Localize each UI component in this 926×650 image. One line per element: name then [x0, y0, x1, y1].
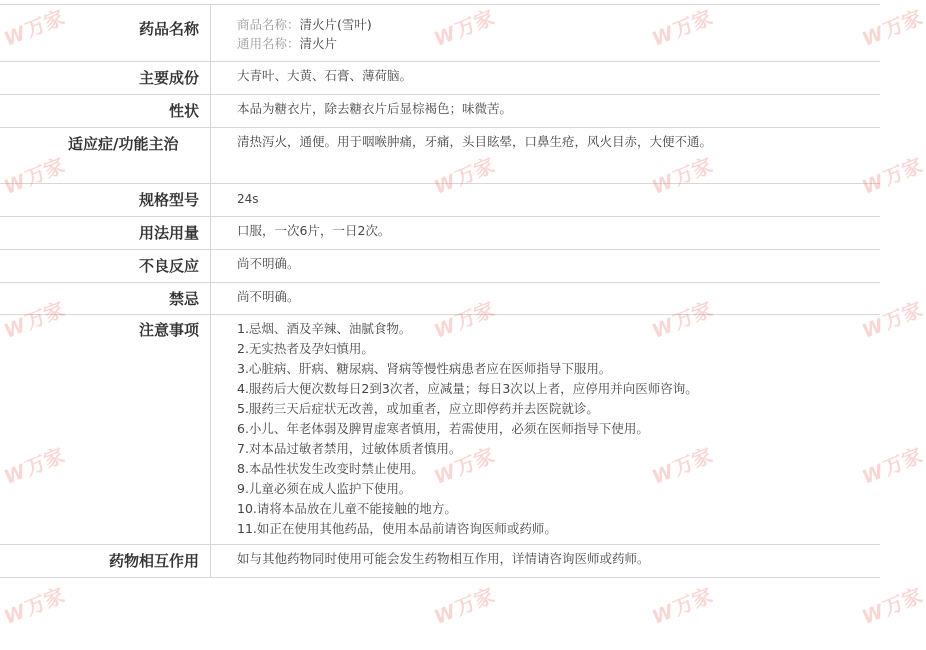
precaution-item: 7.对本品过敏者禁用，过敏体质者慎用。 — [237, 441, 462, 456]
watermark-mark: W — [1, 22, 29, 51]
watermark-mark: W — [431, 460, 459, 489]
watermark-mark: W — [649, 460, 677, 489]
watermark-logo — [0, 579, 68, 629]
label-precautions: 注意事项 — [0, 315, 211, 545]
watermark-mark: W — [431, 314, 459, 343]
value-precautions — [211, 315, 881, 545]
watermark-mark: W — [859, 170, 887, 199]
row-interactions — [0, 545, 880, 578]
generic-name-line — [237, 34, 880, 53]
watermark-mark: W — [431, 170, 459, 199]
generic-name-value: 清火片 — [299, 36, 338, 51]
watermark-text: 万家 — [451, 4, 498, 43]
watermark-mark: W — [859, 22, 887, 51]
watermark-text: 万家 — [879, 442, 926, 481]
value-ingredients: 大青叶、大黄、石膏、薄荷脑。 — [211, 62, 881, 95]
label-drug-name: 药品名称 — [0, 5, 211, 62]
watermark-mark: W — [1, 460, 29, 489]
watermark-text: 万家 — [879, 296, 926, 335]
watermark-text: 万家 — [669, 582, 716, 621]
generic-name-label: 通用名称： — [237, 36, 300, 51]
trade-name-value: 清火片(雪叶) — [299, 17, 372, 32]
watermark-text: 万家 — [21, 296, 68, 335]
watermark-text: 万家 — [879, 152, 926, 191]
watermark-text: 万家 — [451, 152, 498, 191]
value-drug-name — [211, 5, 881, 62]
label-interactions: 药物相互作用 — [0, 545, 211, 578]
value-indications: 清热泻火，通便。用于咽喉肿痛，牙痛，头目眩晕，口鼻生疮，风火目赤，大便不通。 — [211, 128, 881, 184]
precaution-item: 1.忌烟、酒及辛辣、油腻食物。 — [237, 321, 412, 336]
row-usage — [0, 217, 880, 250]
precaution-item: 11.如正在使用其他药品，使用本品前请咨询医师或药师。 — [237, 521, 557, 536]
row-contraindications — [0, 283, 880, 315]
watermark-text: 万家 — [669, 4, 716, 43]
watermark-text: 万家 — [21, 4, 68, 43]
label-spec: 规格型号 — [0, 184, 211, 217]
precaution-item: 3.心脏病、肝病、糖尿病、肾病等慢性病患者应在医师指导下服用。 — [237, 361, 612, 376]
watermark-mark: W — [859, 314, 887, 343]
watermark-mark: W — [649, 600, 677, 629]
label-indications: 适应症/功能主治 — [0, 128, 211, 184]
watermark-text: 万家 — [669, 296, 716, 335]
label-appearance: 性状 — [0, 95, 211, 128]
watermark-mark: W — [859, 460, 887, 489]
row-precautions — [0, 315, 880, 545]
watermark-mark: W — [649, 170, 677, 199]
row-name — [0, 5, 880, 62]
label-adverse: 不良反应 — [0, 250, 211, 283]
value-contraindications: 尚不明确。 — [211, 283, 881, 315]
watermark-mark: W — [1, 170, 29, 199]
drug-info-table — [0, 4, 880, 578]
label-contraindications: 禁忌 — [0, 283, 211, 315]
precaution-item: 4.服药后大便次数每日2到3次者，应减量；每日3次以上者，应停用并向医师咨询。 — [237, 381, 698, 396]
precaution-item: 6.小儿、年老体弱及脾胃虚寒者慎用，若需使用，必须在医师指导下使用。 — [237, 421, 649, 436]
watermark-text: 万家 — [21, 582, 68, 621]
watermark-mark: W — [1, 600, 29, 629]
watermark-mark: W — [1, 314, 29, 343]
row-ingredients — [0, 62, 880, 95]
watermark-mark: W — [859, 600, 887, 629]
trade-name-label: 商品名称： — [237, 17, 300, 32]
row-adverse — [0, 250, 880, 283]
watermark-text: 万家 — [669, 442, 716, 481]
watermark-text: 万家 — [451, 442, 498, 481]
watermark-mark: W — [649, 22, 677, 51]
precaution-item: 2.无实热者及孕妇慎用。 — [237, 341, 374, 356]
value-appearance: 本品为糖衣片，除去糖衣片后显棕褐色；味微苦。 — [211, 95, 881, 128]
row-spec — [0, 184, 880, 217]
label-ingredients: 主要成份 — [0, 62, 211, 95]
watermark-text: 万家 — [21, 152, 68, 191]
value-usage: 口服，一次6片，一日2次。 — [211, 217, 881, 250]
precaution-item: 9.儿童必须在成人监护下使用。 — [237, 481, 412, 496]
row-appearance — [0, 95, 880, 128]
watermark-text: 万家 — [451, 582, 498, 621]
watermark-text: 万家 — [879, 4, 926, 43]
watermark-logo — [647, 579, 716, 629]
watermark-text: 万家 — [669, 152, 716, 191]
watermark-logo — [429, 579, 498, 629]
trade-name-line — [237, 15, 880, 34]
value-interactions: 如与其他药物同时使用可能会发生药物相互作用，详情请咨询医师或药师。 — [211, 545, 881, 578]
value-adverse: 尚不明确。 — [211, 250, 881, 283]
row-indications — [0, 128, 880, 184]
precaution-item: 10.请将本品放在儿童不能接触的地方。 — [237, 501, 457, 516]
watermark-mark: W — [431, 22, 459, 51]
watermark-mark: W — [431, 600, 459, 629]
watermark-mark: W — [649, 314, 677, 343]
precaution-item: 5.服药三天后症状无改善，或加重者，应立即停药并去医院就诊。 — [237, 401, 599, 416]
label-usage: 用法用量 — [0, 217, 211, 250]
watermark-text: 万家 — [21, 442, 68, 481]
watermark-text: 万家 — [451, 296, 498, 335]
watermark-logo — [857, 579, 926, 629]
watermark-text: 万家 — [879, 582, 926, 621]
precaution-item: 8.本品性状发生改变时禁止使用。 — [237, 461, 424, 476]
value-spec: 24s — [211, 184, 881, 217]
